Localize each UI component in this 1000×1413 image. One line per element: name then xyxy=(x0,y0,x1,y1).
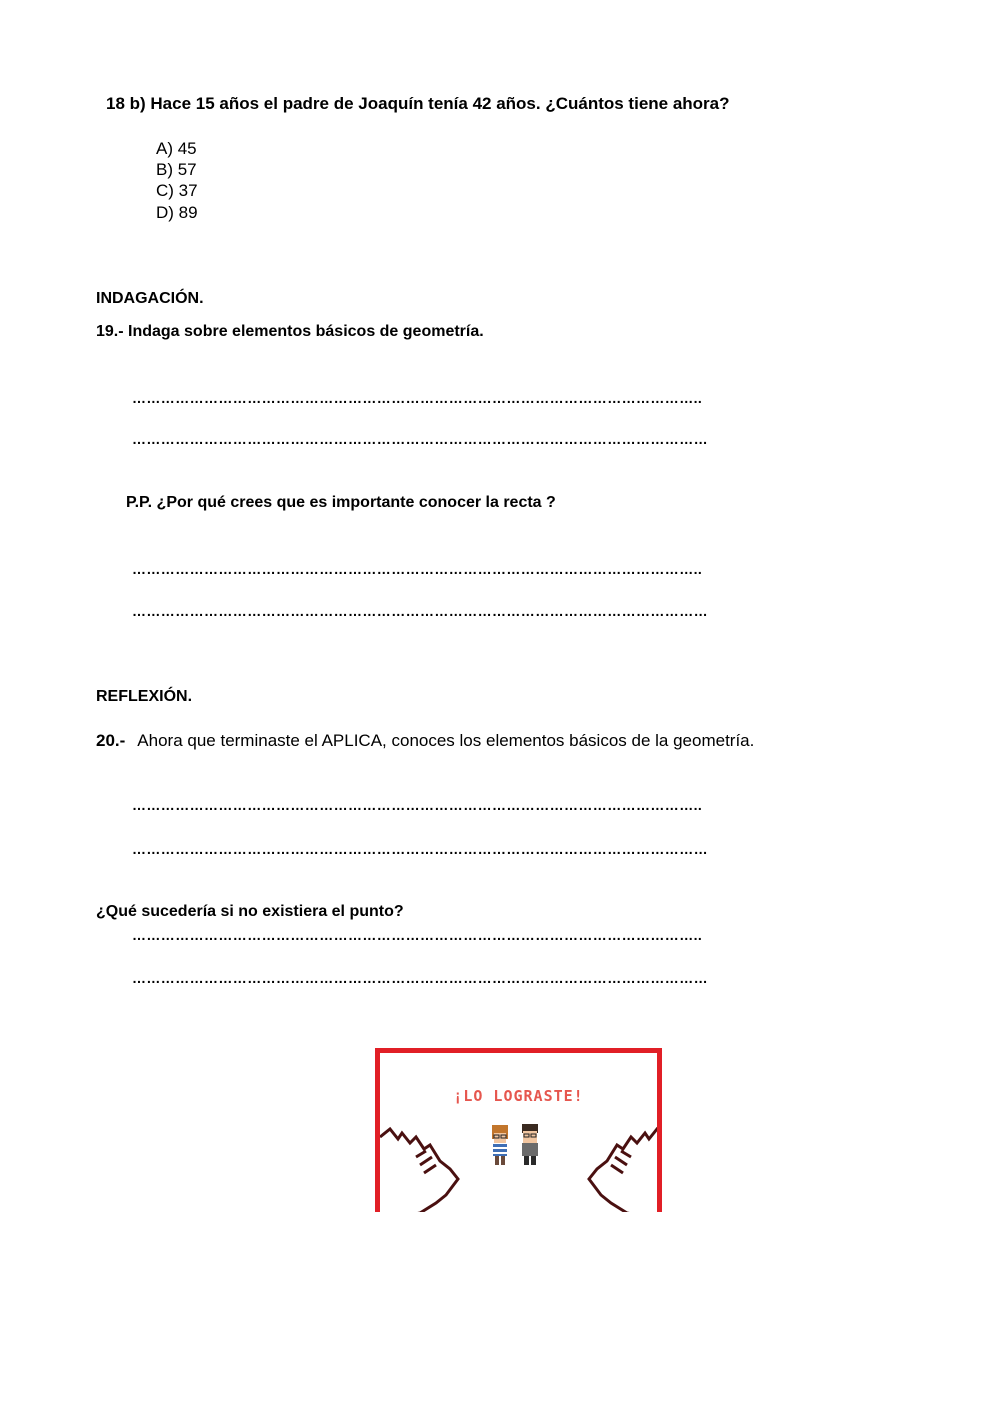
question-19: 19.- Indaga sobre elementos básicos de geometría. xyxy=(96,323,484,340)
option-a: A) 45 xyxy=(156,139,197,158)
success-badge xyxy=(375,1048,662,1212)
question-20 xyxy=(96,731,754,751)
answer-line[interactable]: ………………………………………………………………………………………………………… xyxy=(132,603,708,619)
answer-line[interactable]: ………………………………………………………………………………………………………… xyxy=(132,841,708,857)
question-pp: P.P. ¿Por qué crees que es importante conocer la recta ? xyxy=(126,494,556,511)
answer-line[interactable]: ……………………………………………………………………………………………………….. xyxy=(132,561,703,577)
left-hand-icon xyxy=(380,1129,458,1212)
question-20-text: Ahora que terminaste el APLICA, conoces los elementos básicos de la geometría. xyxy=(137,731,755,750)
answer-line[interactable]: ……………………………………………………………………………………………………….. xyxy=(132,927,703,943)
question-20-number: 20.- xyxy=(96,731,126,750)
answer-line[interactable]: ……………………………………………………………………………………………………….. xyxy=(132,390,703,406)
girl-character-icon xyxy=(492,1125,508,1165)
answer-line[interactable]: ………………………………………………………………………………………………………… xyxy=(132,431,708,447)
badge-illustration xyxy=(380,1053,662,1212)
option-b: B) 57 xyxy=(156,160,197,179)
answer-line[interactable]: ……………………………………………………………………………………………………….. xyxy=(132,797,703,813)
heading-reflexion: REFLEXIÓN. xyxy=(96,688,193,705)
badge-title: ¡LO LOGRASTE! xyxy=(453,1087,584,1105)
question-18: 18 b) Hace 15 años el padre de Joaquín tenía 42 años. ¿Cuántos tiene ahora? xyxy=(106,94,730,113)
answer-line[interactable]: ………………………………………………………………………………………………………… xyxy=(132,970,708,986)
right-hand-icon xyxy=(589,1129,662,1212)
boy-character-icon xyxy=(522,1124,538,1165)
option-c: C) 37 xyxy=(156,181,198,200)
option-d: D) 89 xyxy=(156,203,198,222)
question-punto: ¿Qué sucedería si no existiera el punto? xyxy=(96,903,404,920)
heading-indagacion: INDAGACIÓN. xyxy=(96,290,204,307)
